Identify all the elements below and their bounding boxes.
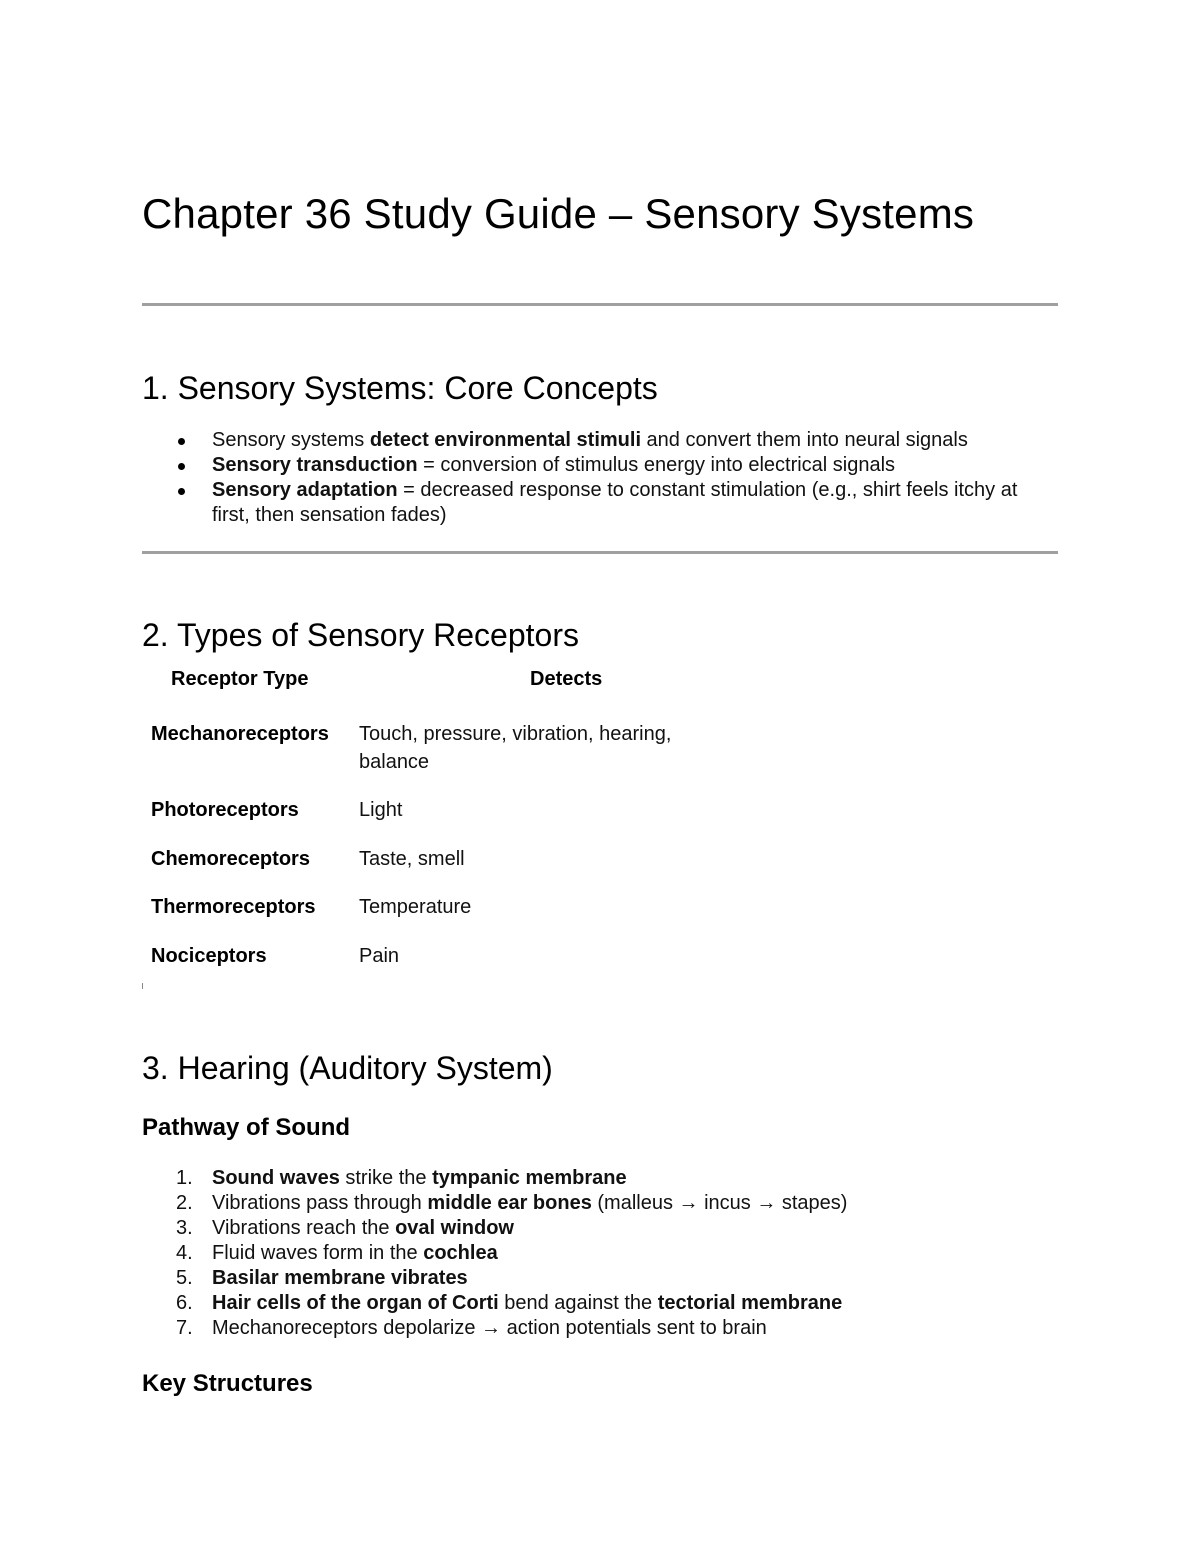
step-number: 4. <box>176 1242 193 1264</box>
bold-term: tectorial membrane <box>657 1292 843 1314</box>
list-item <box>142 1316 1058 1341</box>
bold-term: Sound waves <box>212 1167 340 1189</box>
bold-term: middle ear bones <box>427 1192 592 1214</box>
step-number: 1. <box>176 1167 193 1189</box>
list-item <box>142 1291 1058 1316</box>
list-item <box>142 1191 1058 1216</box>
list-item <box>142 1166 1058 1191</box>
divider <box>142 551 1058 554</box>
receptor-detects: Touch, pressure, vibration, hearing, balance <box>359 723 672 773</box>
step-text: Mechanoreceptors depolarize → action potentials sent to brain <box>212 1317 767 1339</box>
step-text: (malleus → incus → stapes) <box>591 1192 848 1214</box>
bold-term: Basilar membrane vibrates <box>212 1267 468 1289</box>
bold-term: oval window <box>395 1217 514 1239</box>
step-text: Vibrations reach the <box>212 1217 396 1239</box>
step-text: Vibrations pass through <box>212 1192 428 1214</box>
receptor-type: Mechanoreceptors <box>151 723 329 745</box>
step-number: 7. <box>176 1317 193 1339</box>
receptor-detects: Temperature <box>359 896 472 918</box>
receptor-type: Photoreceptors <box>151 799 299 821</box>
step-text: Fluid waves form in the <box>212 1242 424 1264</box>
receptor-detects: Pain <box>359 945 400 967</box>
section-heading: 2. Types of Sensory Receptors <box>142 617 579 653</box>
table-header: Receptor Type <box>171 668 309 690</box>
bold-term: cochlea <box>423 1242 498 1264</box>
table-edge-mark <box>142 983 143 989</box>
bold-term: Hair cells of the organ of Corti <box>212 1292 499 1314</box>
bold-term: tympanic membrane <box>432 1167 627 1189</box>
list-item: Sensory adaptation = decreased response to constant stimulation (e.g., shirt feels itchy at first, then sensation fades) <box>142 478 1058 528</box>
receptor-type: Chemoreceptors <box>151 848 310 870</box>
step-number: 2. <box>176 1192 193 1214</box>
divider <box>142 303 1058 306</box>
list-item <box>142 1241 1058 1266</box>
receptor-detects: Light <box>359 799 403 821</box>
receptor-type: Nociceptors <box>151 945 267 967</box>
receptor-detects: Taste, smell <box>359 848 465 870</box>
step-number: 3. <box>176 1217 193 1239</box>
step-number: 5. <box>176 1267 193 1289</box>
list-item: Sensory transduction = conversion of stimulus energy into electrical signals <box>142 453 1058 478</box>
list-item: Sensory systems detect environmental stimuli and convert them into neural signals <box>142 428 1058 453</box>
pathway-steps <box>142 1166 1058 1341</box>
subsection-heading: Pathway of Sound <box>142 1114 351 1141</box>
page-title: Chapter 36 Study Guide – Sensory Systems <box>142 190 975 237</box>
list-item <box>142 1266 1058 1291</box>
subsection-heading: Key Structures <box>142 1370 313 1397</box>
step-text: bend against the <box>498 1292 658 1314</box>
list-item <box>142 1216 1058 1241</box>
section-heading: 1. Sensory Systems: Core Concepts <box>142 370 658 406</box>
step-text: strike the <box>339 1167 433 1189</box>
receptor-type: Thermoreceptors <box>151 896 316 918</box>
section-heading: 3. Hearing (Auditory System) <box>142 1050 553 1086</box>
table-header: Detects <box>530 668 603 690</box>
step-number: 6. <box>176 1292 193 1314</box>
bullet-list <box>142 428 1058 528</box>
